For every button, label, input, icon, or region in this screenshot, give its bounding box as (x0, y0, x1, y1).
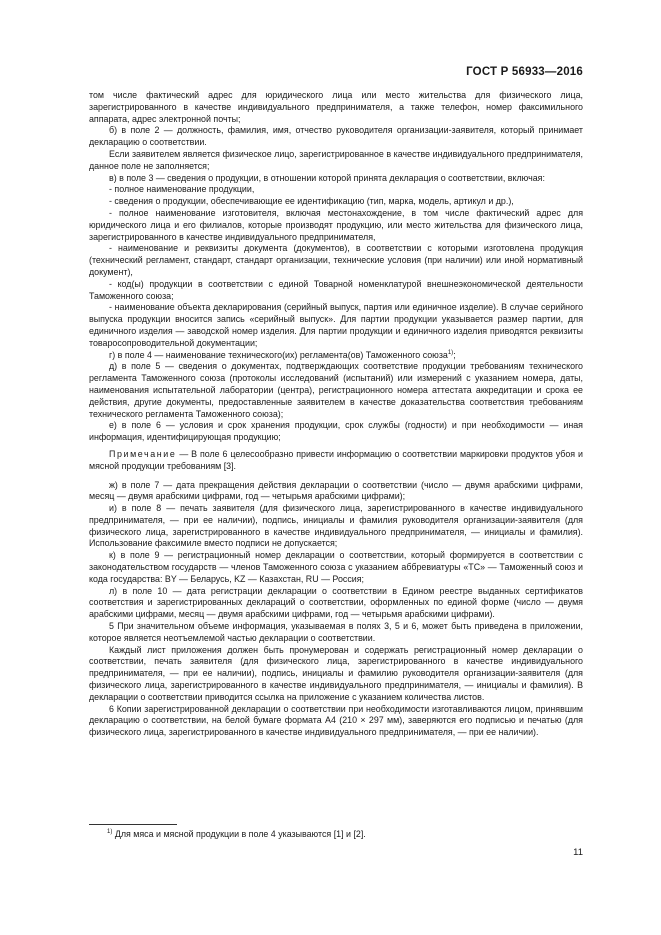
paragraph-appendix-sheets: Каждый лист приложения должен быть пронумерован и содержать регистрационный номер декларации о соответствии, печать заявителя (для физического лица, зарегистрированного в качестве индивидуального предпринимателя, — при ее наличии), подпись, инициалы и фамилию руководителя организации-заявителя (для физического лица, зарегистрированного в качестве индивидуального предпринимателя, — инициалы и фамилия). В декларации о соответствии приводится ссылка на приложение с указанием количества листов. (89, 644, 583, 702)
paragraph-field-2: б) в поле 2 — должность, фамилия, имя, отчество руководителя организации-заявителя, который принимает декларацию о соответствии. (89, 125, 583, 148)
list-item-normative-documents: - наименование и реквизиты документа (документов), в соответствии с которыми изготовлена продукция (технический регламент, стандарт, стандарт организации, технические условия (при наличии) или иной нормативный документ), (89, 243, 583, 277)
list-item-product-codes: - код(ы) продукции в соответствии с единой Товарной номенклатурой внешнеэкономической деятельности Таможенного союза; (89, 278, 583, 301)
footnote-divider (89, 824, 177, 825)
paragraph-clause-6: 6 Копии зарегистрированной декларации о соответствии при необходимости изготавливаются лицом, принявшим декларацию о соответствии, на белой бумаге формата А4 (210 × 297 мм), заверяются его подписью и печатью (для физического лица, зарегистрированного в качестве индивидуального предпринимателя, — при ее наличии). (89, 703, 583, 738)
footnote (107, 829, 366, 841)
footnote-reference: 1) (447, 349, 454, 356)
note (89, 449, 583, 473)
paragraph-field-10: л) в поле 10 — дата регистрации декларации о соответствии в Едином реестре выданных сертификатов соответствия и зарегистрированных деклараций о соответствии, оформленных по единой форме (число — двумя арабскими цифрами, месяц — двумя арабскими цифрами, год — четырьмя арабскими цифрами). (89, 585, 583, 620)
note-text: — В поле 6 целесообразно привести информацию о соответствии маркировки продуктов убоя и мясной продукции требованиям [3]. (89, 448, 583, 471)
paragraph-field-4-end: ; (453, 349, 456, 360)
paragraph-field-3: в) в поле 3 — сведения о продукции, в отношении которой принята декларация о соответствии, включая: (109, 172, 545, 183)
paragraph-field-9: к) в поле 9 — регистрационный номер декларации о соответствии, который формируется в соответствии с законодательством государств — членов Таможенного союза с указанием аббревиатуры «ТС» — Таможенный союз и кода государства: BY — Беларусь, KZ — Казахстан, RU — Россия; (89, 550, 583, 584)
note-label: Примечание (109, 448, 177, 459)
paragraph-field-5: д) в поле 5 — сведения о документах, подтверждающих соответствие продукции требованиям технического регламента Таможенного союза (протоколы исследований (испытаний) или измерений с указанием номера, даты, наименования испытательной лаборатории (центра), регистрационного номера аттестата аккредитации и срока ее действия, другие документы, предоставленные заявителем в качестве доказательства соответствия требованиям технического регламента Таможенного союза); (89, 361, 583, 419)
list-item-product-identification: - сведения о продукции, обеспечивающие ее идентификацию (тип, марка, модель, артикул и др.), (109, 196, 514, 207)
footnote-marker: 1) (107, 829, 113, 836)
paragraph-field-4-text: г) в поле 4 — наименование технического(их) регламента(ов) Таможенного союза (109, 349, 448, 360)
list-item-manufacturer: - полное наименование изготовителя, включая местонахождение, в том числе фактический адрес для юридического лица и его филиалов, которые производят продукцию, или место жительства для физического лица, зарегистрированного в качестве индивидуального предпринимателя, (89, 207, 583, 242)
document-code: ГОСТ Р 56933—2016 (466, 66, 583, 78)
paragraph-field-8: и) в поле 8 — печать заявителя (для физического лица, зарегистрированного в качестве индивидуального предпринимателя, — при ее наличии), подпись, инициалы и фамилия руководителя организации-заявителя (для физического лица, зарегистрированного в качестве индивидуального предпринимателя, — инициалы и фамилия). Использование факсимиле вместо подписи не допускается; (89, 503, 583, 549)
paragraph-field-7: ж) в поле 7 — дата прекращения действия декларации о соответствии (число — двумя арабскими цифрами, месяц — двумя арабскими цифрами, год — четырьмя арабскими цифрами); (89, 479, 583, 502)
page-number: 11 (573, 847, 583, 858)
paragraph-individual-applicant: Если заявителем является физическое лицо, зарегистрированное в качестве индивидуального предпринимателя, данное поле не заполняется; (89, 148, 583, 171)
paragraph-address-continued: том числе фактический адрес для юридического лица или место жительства для физического лица, зарегистрированного в качестве индивидуального предпринимателя, а также телефон, номер факсимильного аппарата, адрес электронной почты; (89, 90, 583, 124)
paragraph-clause-5: 5 При значительном объеме информация, указываемая в полях 3, 5 и 6, может быть приведена в приложении, которое является неотъемлемой частью декларации о соответствии. (89, 621, 583, 643)
paragraph-field-4 (89, 350, 583, 362)
paragraph-field-6: е) в поле 6 — условия и срок хранения продукции, срок службы (годности) и при необходимости — иная информация, идентифицирующая продукцию; (89, 420, 583, 443)
list-item-product-name: - полное наименование продукции, (109, 184, 255, 195)
list-item-declaration-object: - наименование объекта декларирования (серийный выпуск, партия или единичное изделие). В случае серийного выпуска продукции вносится запись «серийный выпуск». Для партии продукции указывается размер партии, для единичного изделия — заводской номер изделия. Для партии продукции и единичного изделия приводятся реквизиты товаросопроводительной документации; (89, 302, 583, 348)
document-body (89, 90, 583, 739)
footnote-text: Для мяса и мясной продукции в поле 4 указываются [1] и [2]. (114, 829, 366, 839)
